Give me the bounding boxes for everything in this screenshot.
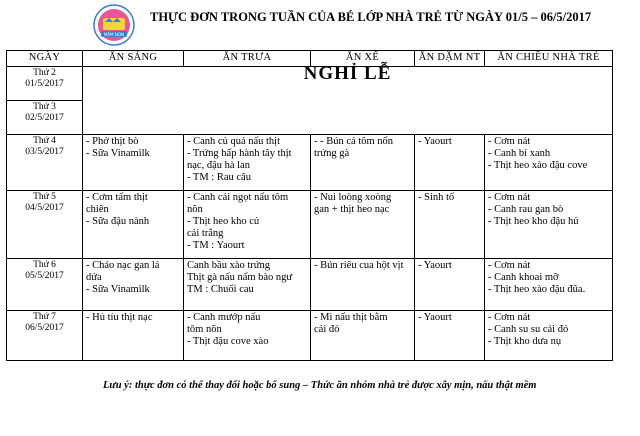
menu-line: - - Bún cá tôm nốn [314,136,394,147]
menu-line: nõn [187,204,203,215]
snack-cell [311,259,415,311]
menu-line: Thịt gà nấu nấm bào ngư [187,272,293,283]
day-cell [7,101,83,135]
snack-cell [311,191,415,259]
day-name: Thứ 7 [33,312,56,322]
day-cell [7,191,83,259]
snack-cell [311,135,415,191]
weaning-cell: - Sinh tố [415,191,485,259]
dinner-cell [485,311,613,361]
menu-line: - Bún riêu cua hột vịt [314,260,404,271]
lunch-cell [184,135,311,191]
menu-line: - Canh su su cải đỏ [488,324,569,335]
lunch-cell [184,311,311,361]
day-date: 06/5/2017 [25,323,64,333]
day-cell [7,67,83,101]
day-name: Thứ 2 [33,68,56,78]
menu-line: - Canh bí xanh [488,148,551,159]
menu-line: - Sữa Vinamilk [86,284,150,295]
col-header-dinner: ĂN CHIỀU NHÀ TRẺ [485,51,613,67]
menu-line: - Cơm nát [488,312,531,323]
col-header-breakfast: ĂN SÁNG [83,51,184,67]
menu-line: - Mì nấu thịt bằm [314,312,388,323]
menu-line: trứng gà [314,148,350,159]
menu-table [6,50,613,361]
menu-line: - Trứng hấp hành tây thịt [187,148,292,159]
col-header-lunch: ĂN TRƯA [184,51,311,67]
menu-line: - Cơm nát [488,260,531,271]
col-header-snack: ĂN XẾ [311,51,415,67]
page-title: THỰC ĐƠN TRONG TUẦN CỦA BÉ LỚP NHÀ TRẺ TỪ NGÀY 01/5 – 06/5/2017 [150,10,592,24]
menu-line: - Canh rau gan bò [488,204,564,215]
menu-line: cải trắng [187,228,224,239]
menu-line: gan + thịt heo nạc [314,204,390,215]
menu-line: tôm nõn [187,324,222,335]
breakfast-cell [83,259,184,311]
day-date: 01/5/2017 [25,79,64,89]
lunch-cell [184,259,311,311]
col-header-weaning: ĂN DẶM NT [415,51,485,67]
table-row [7,135,613,191]
menu-line: Canh bầu xào trứng [187,260,270,271]
svg-text:MẦM NON: MẦM NON [103,32,125,37]
dinner-cell [485,259,613,311]
day-date: 04/5/2017 [25,203,64,213]
day-cell [7,259,83,311]
day-date: 02/5/2017 [25,113,64,123]
menu-line: - Phở thịt bò [86,136,139,147]
menu-line: - Cháo nạc gan lá [86,260,160,271]
menu-line: - Thịt đậu cove xào [187,336,269,347]
day-cell [7,135,83,191]
menu-line: - Thịt kho dưa nụ [488,336,562,347]
menu-line: - Thịt heo xào đậu cove [488,160,588,171]
day-name: Thứ 3 [33,102,56,112]
menu-line: - Thịt heo xào đậu đũa. [488,284,586,295]
dinner-cell [485,135,613,191]
holiday-cell: NGHỈ LỄ [83,67,613,135]
menu-line: - Sữa Vinamilk [86,148,150,159]
weaning-cell: - Yaourt [415,259,485,311]
snack-cell [311,311,415,361]
table-row [7,311,613,361]
menu-line: nạc, đậu hà lan [187,160,250,171]
menu-line: - Canh cải ngọt nấu tôm [187,192,289,203]
menu-line: TM : Chuối cau [187,284,254,295]
day-date: 05/5/2017 [25,271,64,281]
menu-line: - Nui loòng xoòng [314,192,392,203]
menu-line: - Cơm tấm thịt [86,192,148,203]
menu-line: cải đỏ [314,324,340,335]
table-row [7,67,613,101]
day-name: Thứ 4 [33,136,56,146]
menu-line: - Canh mướp nấu [187,312,261,323]
menu-line: - Cơm nát [488,192,531,203]
menu-line: - Thịt heo kho đậu hủ [488,216,579,227]
lunch-cell [184,191,311,259]
table-row [7,259,613,311]
day-name: Thứ 6 [33,260,56,270]
weaning-cell: - Yaourt [415,311,485,361]
weaning-cell: - Yaourt [415,135,485,191]
menu-line: - TM : Rau câu [187,172,251,183]
school-logo [93,4,135,46]
breakfast-cell [83,191,184,259]
menu-line: - Thịt heo kho củ [187,216,260,227]
menu-line: - TM : Yaourt [187,240,245,251]
day-name: Thứ 5 [33,192,56,202]
menu-line: chiên [86,204,109,215]
menu-line: - Canh khoai mỡ [488,272,559,283]
menu-line: - Cơm nát [488,136,531,147]
day-date: 03/5/2017 [25,147,64,157]
menu-line: - Sữa đậu nành [86,216,150,227]
footer-note: Lưu ý: thực đơn có thể thay đổi hoặc bổ sung – Thức ăn nhóm nhà trẻ được xây mịn, nấu thật mềm [103,380,537,391]
dinner-cell [485,191,613,259]
menu-line: dứa [86,272,102,283]
col-header-day: NGÀY [7,51,83,67]
menu-line: - Hủ tíu thịt nạc [86,312,153,323]
breakfast-cell [83,311,184,361]
day-cell [7,311,83,361]
breakfast-cell [83,135,184,191]
menu-line: - Canh củ quả nấu thịt [187,136,281,147]
table-row [7,191,613,259]
